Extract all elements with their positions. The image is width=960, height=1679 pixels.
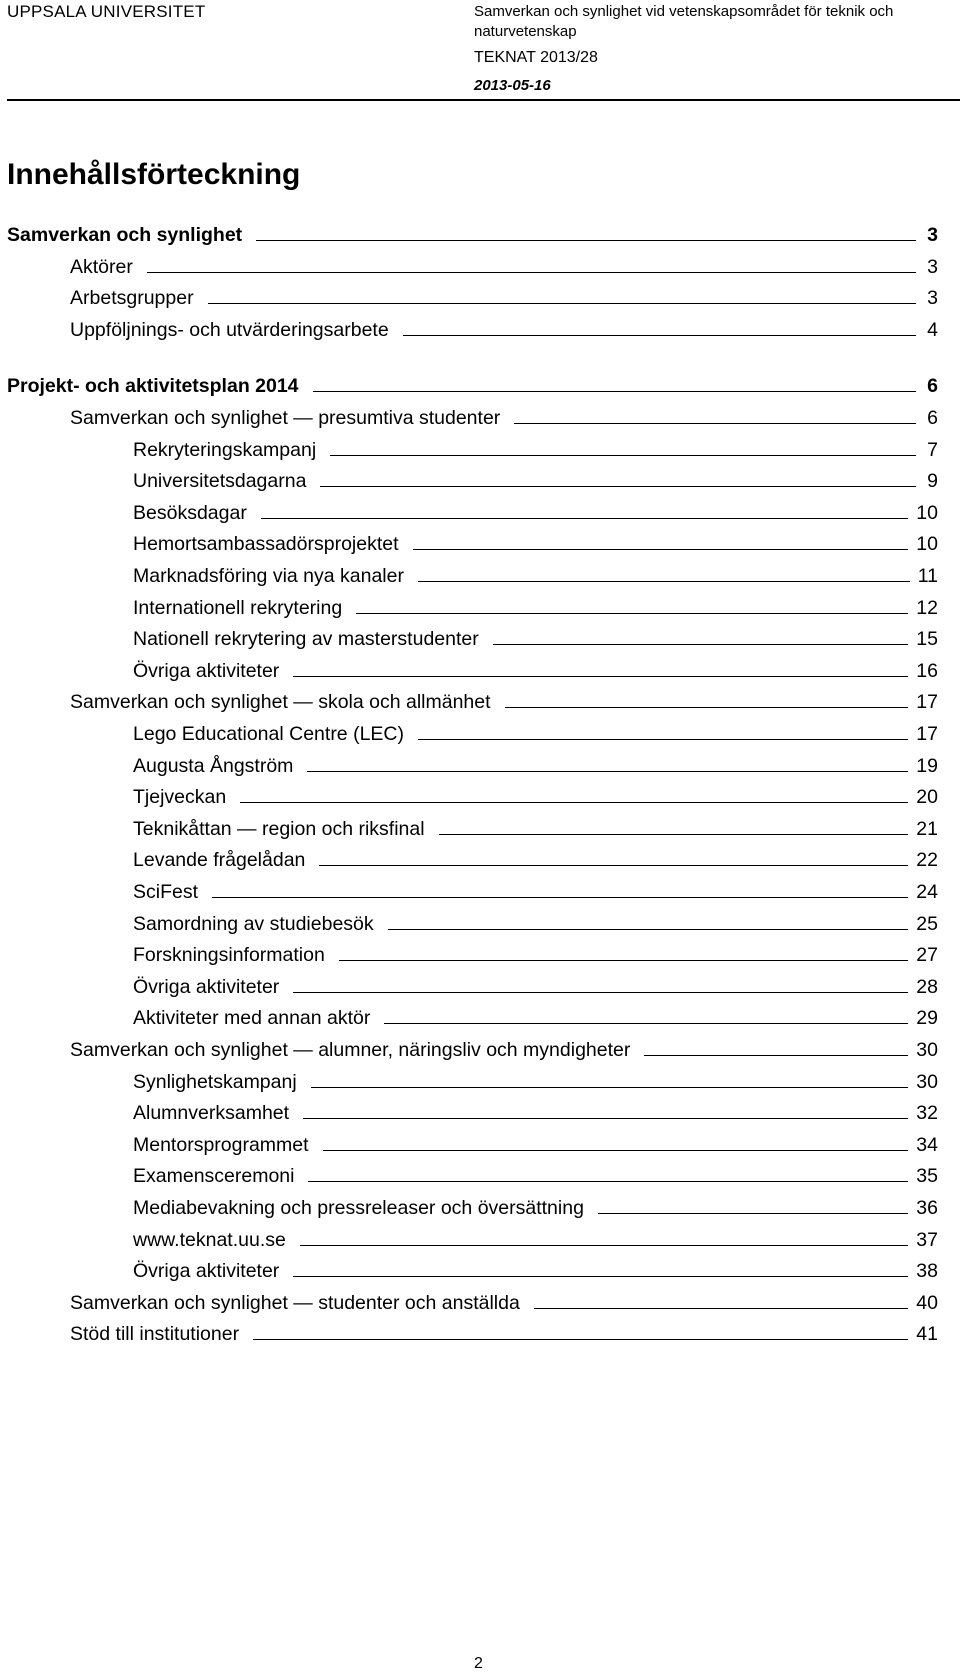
toc-entry-page: 27	[916, 944, 938, 967]
toc-entry-label: Augusta Ångström	[133, 754, 294, 777]
toc-entry-label: Samverkan och synlighet — studenter och anställda	[70, 1291, 520, 1314]
toc-entry-label: Samverkan och synlighet — skola och allmänhet	[70, 691, 491, 714]
toc-entry[interactable]	[133, 996, 938, 1030]
toc-entry[interactable]	[133, 1249, 938, 1283]
toc-entry[interactable]	[70, 276, 938, 310]
header-info	[474, 2, 944, 96]
toc-entry[interactable]	[133, 522, 938, 556]
document-reference: TEKNAT 2013/28	[474, 49, 598, 66]
toc-entry-page: 19	[916, 754, 938, 777]
toc-leader-line	[208, 303, 916, 304]
toc-entry[interactable]	[133, 1218, 938, 1252]
toc-entry[interactable]	[133, 1060, 938, 1094]
document-date: 2013-05-16	[474, 77, 551, 94]
toc-leader-line	[256, 240, 916, 241]
toc-heading: Innehållsförteckning	[7, 158, 301, 191]
toc-entry[interactable]	[70, 1028, 938, 1062]
toc-entry-label: Lego Educational Centre (LEC)	[133, 723, 404, 745]
toc-leader-line	[323, 1150, 909, 1151]
toc-leader-line	[293, 1276, 908, 1277]
toc-entry[interactable]	[133, 965, 938, 999]
toc-entry-label: Universitetsdagarna	[133, 470, 307, 493]
toc-entry-label: Uppföljnings- och utvärderingsarbete	[70, 318, 389, 341]
toc-leader-line	[418, 739, 908, 740]
toc-entry[interactable]	[133, 775, 938, 809]
toc-entry[interactable]	[133, 554, 938, 588]
toc-entry[interactable]	[133, 1186, 938, 1220]
toc-entry[interactable]	[133, 744, 938, 778]
toc-entry-page: 6	[927, 407, 938, 429]
toc-entry-page: 25	[916, 912, 938, 935]
university-name: UPPSALA UNIVERSITET	[7, 2, 206, 21]
toc-leader-line	[261, 518, 908, 519]
toc-entry-page: 7	[927, 438, 938, 461]
toc-entry[interactable]	[133, 1091, 938, 1125]
toc-entry-page: 35	[916, 1165, 938, 1188]
toc-entry[interactable]	[70, 245, 938, 279]
toc-entry-page: 36	[916, 1197, 938, 1219]
header-divider	[7, 99, 960, 101]
toc-entry[interactable]	[70, 308, 938, 342]
toc-entry[interactable]	[70, 1281, 938, 1315]
toc-entry-page: 16	[916, 659, 938, 682]
toc-entry[interactable]	[7, 364, 938, 398]
toc-entry-label: Marknadsföring via nya kanaler	[133, 565, 404, 587]
toc-entry-label: Alumnverksamhet	[133, 1102, 290, 1125]
toc-leader-line	[300, 1245, 908, 1246]
toc-leader-line	[253, 1339, 908, 1340]
toc-leader-line	[413, 549, 909, 550]
toc-entry-page: 32	[916, 1102, 938, 1125]
toc-entry[interactable]	[133, 428, 938, 462]
toc-entry[interactable]	[133, 807, 938, 841]
toc-entry[interactable]	[133, 838, 938, 872]
toc-entry-page: 20	[916, 786, 938, 809]
toc-entry-label: Projekt- och aktivitetsplan 2014	[7, 375, 299, 398]
toc-entry-page: 28	[916, 975, 938, 998]
toc-leader-line	[212, 897, 908, 898]
toc-leader-line	[505, 707, 909, 708]
toc-entry-label: www.teknat.uu.se	[133, 1228, 286, 1251]
toc-entry-page: 24	[916, 881, 938, 903]
toc-entry[interactable]	[133, 649, 938, 683]
toc-entry-page: 37	[916, 1228, 938, 1251]
toc-entry[interactable]	[133, 870, 938, 904]
toc-entry-page: 9	[927, 470, 938, 493]
toc-leader-line	[293, 676, 908, 677]
toc-entry-label: Internationell rekrytering	[133, 596, 343, 619]
document-title: Samverkan och synlighet vid vetenskapsområdet för teknik och naturvetenskap	[474, 3, 894, 40]
toc-entry-label: Examensceremoni	[133, 1165, 295, 1188]
toc-entry-label: Hemortsambassadörsprojektet	[133, 533, 399, 556]
toc-entry-page: 3	[927, 255, 938, 278]
toc-entry[interactable]	[7, 213, 938, 247]
toc-entry-label: Aktörer	[70, 255, 133, 278]
toc-entry-page: 38	[916, 1260, 938, 1283]
toc-entry[interactable]	[70, 396, 938, 430]
toc-leader-line	[311, 1087, 909, 1088]
toc-entry-label: Forskningsinformation	[133, 944, 325, 967]
toc-entry[interactable]	[133, 712, 938, 746]
toc-entry-label: Aktiviteter med annan aktör	[133, 1007, 371, 1030]
toc-leader-line	[339, 960, 908, 961]
toc-leader-line	[534, 1308, 908, 1309]
page-number: 2	[474, 1655, 483, 1672]
toc-entry-page: 30	[916, 1039, 938, 1061]
toc-leader-line	[598, 1213, 908, 1214]
toc-leader-line	[313, 391, 916, 392]
toc-leader-line	[308, 1181, 908, 1182]
toc-entry-page: 41	[916, 1323, 938, 1346]
toc-entry-label: Levande frågelådan	[133, 849, 306, 872]
toc-entry[interactable]	[133, 902, 938, 936]
toc-entry-page: 10	[916, 501, 938, 524]
toc-entry-label: Nationell rekrytering av masterstudenter	[133, 628, 479, 651]
toc-entry[interactable]	[133, 1154, 938, 1188]
toc-leader-line	[356, 613, 908, 614]
toc-leader-line	[240, 802, 908, 803]
toc-entry-label: Arbetsgrupper	[70, 287, 194, 310]
page-header	[0, 0, 960, 100]
toc-leader-line	[644, 1055, 908, 1056]
toc-leader-line	[330, 455, 916, 456]
toc-leader-line	[319, 865, 908, 866]
toc-entry-label: Samverkan och synlighet	[7, 224, 243, 246]
toc-entry-page: 3	[927, 287, 938, 310]
toc-leader-line	[293, 992, 908, 993]
toc-entry-label: Övriga aktiviteter	[133, 1260, 280, 1283]
toc-entry[interactable]	[70, 680, 938, 714]
toc-entry-page: 30	[916, 1070, 938, 1093]
toc-entry-label: Tjejveckan	[133, 786, 227, 809]
toc-leader-line	[384, 1023, 908, 1024]
toc-entry-page: 34	[916, 1133, 938, 1156]
toc-entry-label: Samordning av studiebesök	[133, 912, 374, 935]
toc-entry-label: Samverkan och synlighet — presumtiva studenter	[70, 407, 501, 429]
toc-entry-label: Övriga aktiviteter	[133, 975, 280, 998]
toc-entry[interactable]	[133, 933, 938, 967]
toc-entry-page: 17	[916, 691, 938, 714]
toc-entry-label: Synlighetskampanj	[133, 1070, 297, 1093]
toc-entry-page: 11	[917, 565, 938, 587]
toc-entry-page: 22	[916, 849, 938, 872]
toc-entry-page: 6	[927, 375, 938, 398]
toc-entry-label: Mediabevakning och pressreleaser och översättning	[133, 1197, 584, 1219]
toc-entry-page: 40	[916, 1291, 938, 1314]
toc-entry[interactable]	[133, 586, 938, 620]
toc-entry-label: Stöd till institutioner	[70, 1323, 240, 1346]
toc-entry-label: Teknikåttan — region och riksfinal	[133, 817, 425, 840]
toc-leader-line	[307, 771, 908, 772]
toc-leader-line	[388, 929, 909, 930]
toc-entry[interactable]	[133, 491, 938, 525]
toc-entry-label: SciFest	[133, 881, 199, 903]
toc-leader-line	[439, 834, 909, 835]
toc-entry[interactable]	[133, 1123, 938, 1157]
toc-leader-line	[418, 581, 910, 582]
toc-entry-page: 3	[927, 224, 938, 246]
toc-entry-page: 29	[916, 1007, 938, 1030]
toc-entry-label: Övriga aktiviteter	[133, 659, 280, 682]
toc-leader-line	[320, 486, 916, 487]
toc-leader-line	[303, 1118, 908, 1119]
toc-entry-page: 4	[927, 318, 938, 341]
toc-leader-line	[403, 335, 916, 336]
toc-entry-page: 12	[916, 596, 938, 619]
toc-leader-line	[514, 423, 916, 424]
toc-entry[interactable]	[70, 1312, 938, 1346]
toc-entry-page: 10	[916, 533, 938, 556]
toc-leader-line	[493, 644, 909, 645]
toc-entry-page: 17	[916, 723, 938, 745]
toc-entry[interactable]	[133, 459, 938, 493]
toc-entry[interactable]	[133, 617, 938, 651]
toc-leader-line	[147, 272, 916, 273]
toc-entry-page: 15	[916, 628, 938, 651]
toc-entry-label: Samverkan och synlighet — alumner, näringsliv och myndigheter	[70, 1039, 631, 1061]
toc-entry-label: Besöksdagar	[133, 501, 247, 524]
toc-entry-label: Rekryteringskampanj	[133, 438, 317, 461]
toc-entry-page: 21	[916, 817, 938, 840]
toc-entry-label: Mentorsprogrammet	[133, 1133, 309, 1156]
